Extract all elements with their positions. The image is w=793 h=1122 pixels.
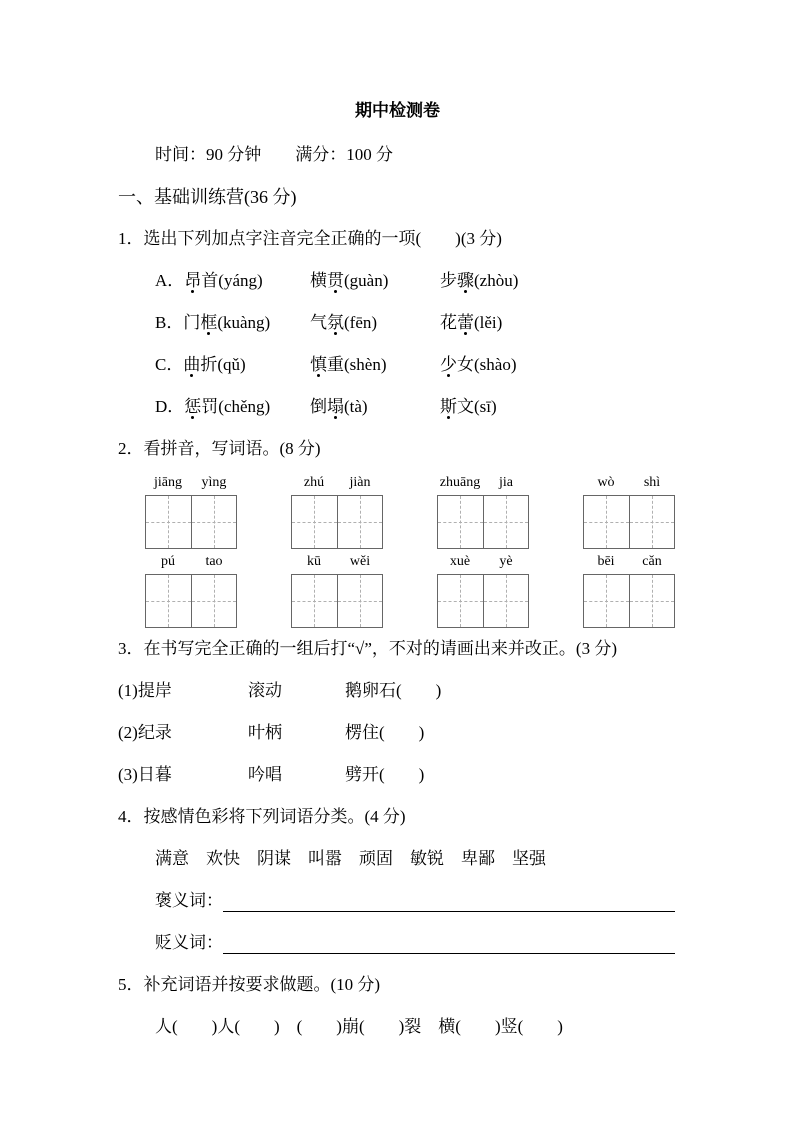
word-group: 楞住( ) [345,723,425,742]
writing-cell [146,496,191,548]
pinyin-grid-group [145,549,237,628]
dotted-char: 慎 [310,355,327,374]
word-item: 斯文(sī) [440,397,497,416]
pinyin-grid-row-1 [118,470,677,549]
dotted-char: 昂 [184,271,202,290]
word-group: 劈开( ) [345,765,425,784]
question-1-option-c [118,344,677,386]
writing-cells [291,495,383,549]
pinyin-grid-group [291,470,383,549]
word-item: 少女(shào) [440,355,517,374]
option-c-label: C． [155,355,184,374]
word-group: (2)纪录 [118,723,172,742]
pinyin-grid-group [145,470,237,549]
word-group: 叶柄 [248,723,282,742]
word-item: 慎重(shèn) [310,355,387,374]
negative-words-row [118,922,677,964]
writing-cells [145,495,237,549]
writing-cell [483,575,529,627]
writing-cells [291,574,383,628]
pinyin-label: zhú jiàn [303,475,371,490]
writing-cell [292,496,337,548]
option-b-label: B． [155,313,184,332]
writing-cell [191,496,237,548]
positive-words-label: 褒义词： [155,891,223,910]
dotted-char: 塌 [327,397,344,416]
option-d-col1 [155,386,310,428]
question-4-word-bank: 满意 欢快 阴谋 叫嚣 顽固 敏锐 卑鄙 坚强 [155,849,546,868]
pinyin-label: wò shì [597,475,661,490]
writing-cell [337,575,383,627]
writing-cells [437,495,529,549]
pinyin-label: pú tao [161,554,223,569]
writing-cell [438,575,483,627]
question-1-option-b [118,302,677,344]
word-item: 昂首(yáng) [184,271,263,290]
option-b-col1 [155,302,310,344]
question-3-text: 3．在书写完全正确的一组后打“√”，不对的请画出来并改正。(3 分) [118,639,617,658]
dotted-char: 惩 [184,397,202,416]
positive-words-row [118,880,677,922]
answer-blank-line [223,880,677,922]
question-1-option-d [118,386,677,428]
word-item: 门框(kuàng) [183,313,271,332]
option-d-label: D． [155,397,185,416]
paper-title: 期中检测卷 [355,101,440,120]
question-3-row-3 [118,754,677,796]
pinyin-grid-group [437,549,529,628]
word-item: 步骤(zhòu) [440,271,519,290]
question-1-option-a [118,260,677,302]
word-group: 鹅卵石( ) [345,681,442,700]
word-item: 曲折(qǔ) [183,355,246,374]
dotted-char: 框 [200,313,218,332]
writing-cell [584,575,629,627]
writing-cells [583,495,675,549]
pinyin-grid-group [583,549,675,628]
writing-cell [483,496,529,548]
question-3-row-1 [118,670,677,712]
word-item: 气氛(fēn) [310,313,378,332]
word-group: 吟唱 [248,765,282,784]
negative-words-label: 贬义词： [155,933,223,952]
writing-cell [584,496,629,548]
paper-meta: 时间：90 分钟 满分：100 分 [155,145,393,164]
dotted-char: 蕾 [457,313,474,332]
word-item: 惩罚(chěng) [184,397,271,416]
dotted-char: 骤 [457,271,474,290]
writing-cell [438,496,483,548]
pinyin-label: kū wěi [307,554,371,569]
pinyin-label: zhuāng jia [439,475,513,490]
question-3-row-2 [118,712,677,754]
writing-cell [146,575,191,627]
pinyin-grid-row-2 [118,549,677,628]
writing-cell [629,496,675,548]
question-4-text: 4．按感情色彩将下列词语分类。(4 分) [118,807,406,826]
option-a-col1 [155,260,310,302]
question-5-text: 5．补充词语并按要求做题。(10 分) [118,975,381,994]
pinyin-grid-group [437,470,529,549]
dotted-char: 贯 [327,271,344,290]
option-c-col1 [155,344,310,386]
word-item: 花蕾(lěi) [440,313,503,332]
pinyin-label: jiāng yìng [154,475,227,490]
dotted-char: 曲 [183,355,201,374]
dotted-char: 氛 [327,313,344,332]
dotted-char: 斯 [440,397,457,416]
pinyin-label: xuè yè [449,554,513,569]
writing-cell [191,575,237,627]
writing-cells [145,574,237,628]
writing-cell [629,575,675,627]
answer-blank-line [223,922,677,964]
section-1-heading: 一、基础训练营(36 分) [118,187,297,207]
writing-cell [337,496,383,548]
word-item: 横贯(guàn) [310,271,389,290]
pinyin-grid-group [583,470,675,549]
question-1-text: 1．选出下列加点字注音完全正确的一项( )(3 分) [118,229,502,248]
question-5-blanks: 人( )人( ) ( )崩( )裂 横( )竖( ) [155,1017,563,1036]
word-item: 倒塌(tà) [310,397,368,416]
writing-cells [583,574,675,628]
word-group: (3)日暮 [118,765,172,784]
pinyin-grid-group [291,549,383,628]
writing-cell [292,575,337,627]
pinyin-label: bēi cǎn [597,554,662,569]
option-a-label: A． [155,271,185,290]
writing-cells [437,574,529,628]
question-2-text: 2．看拼音，写词语。(8 分) [118,439,321,458]
word-group: 滚动 [248,681,282,700]
word-group: (1)提岸 [118,681,172,700]
dotted-char: 少 [440,355,457,374]
